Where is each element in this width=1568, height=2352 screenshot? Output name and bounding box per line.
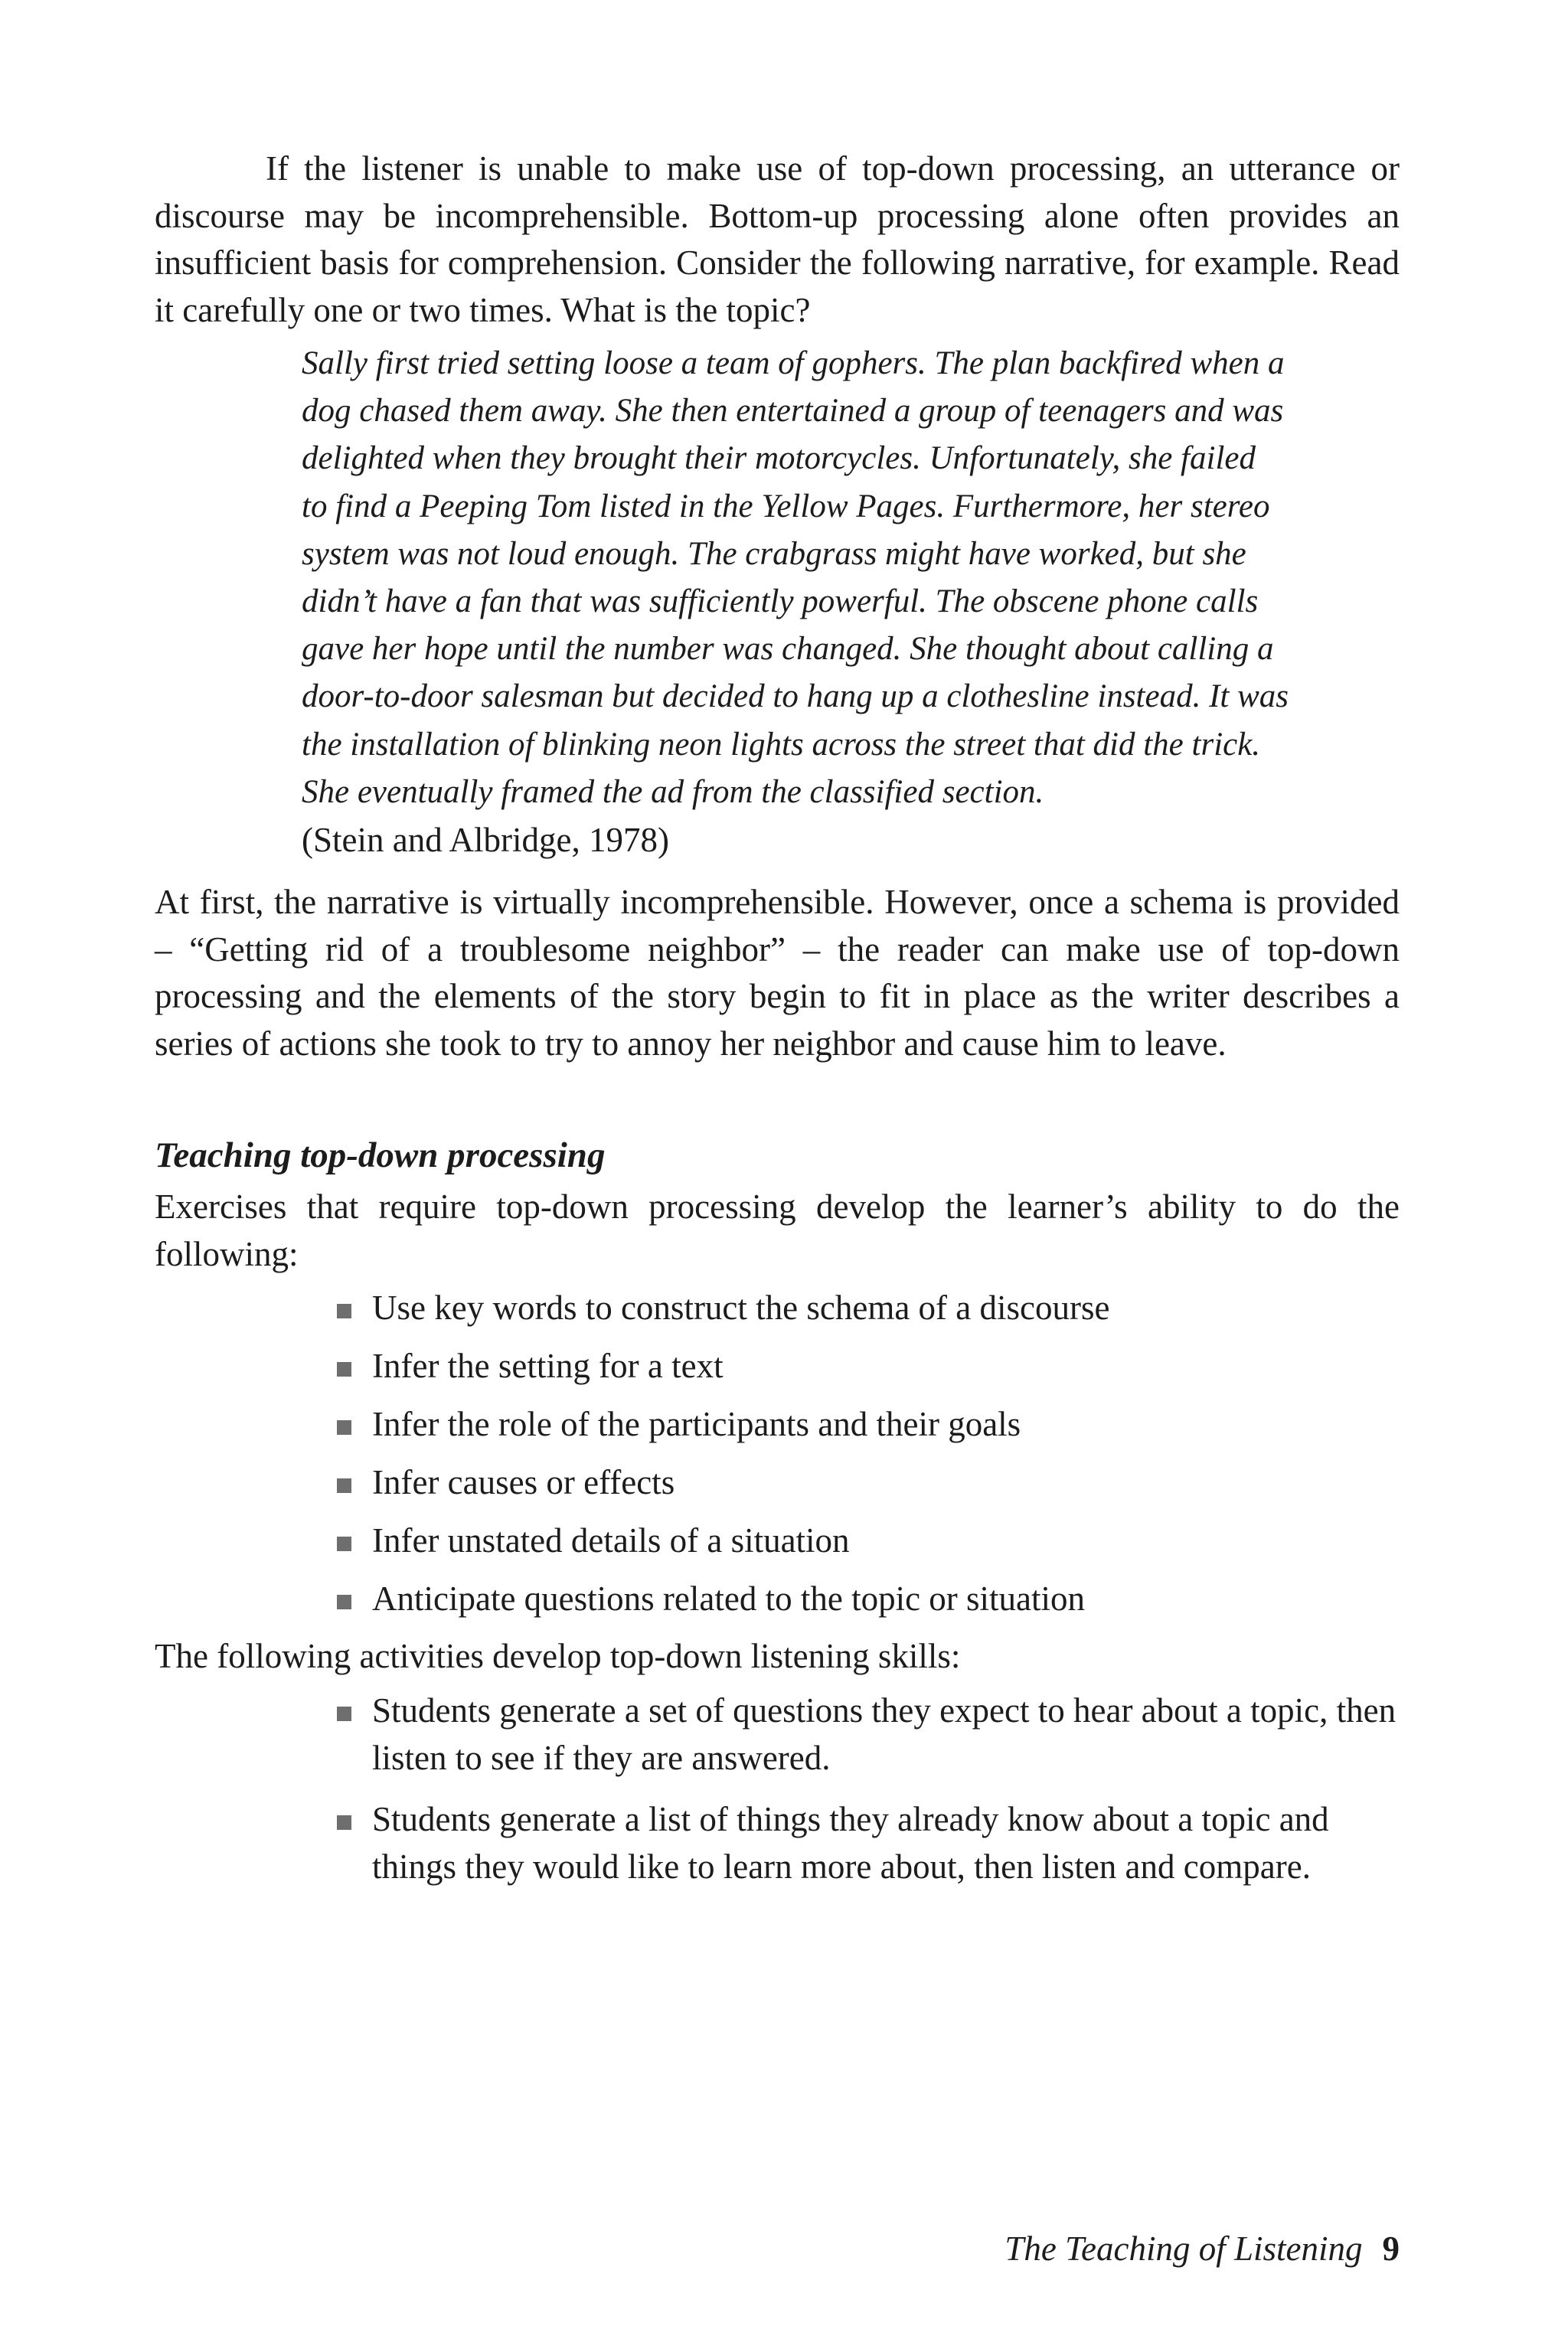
section-heading: Teaching top-down processing: [155, 1135, 606, 1176]
square-bullet-icon: [337, 1815, 351, 1830]
page-body: [155, 145, 1400, 1904]
list-item: [334, 1342, 1400, 1390]
list-item: [334, 1517, 1400, 1564]
square-bullet-icon: [337, 1362, 351, 1377]
list-item-text: Students generate a set of questions they expect to hear about a topic, then listen to see if they are answered.: [372, 1690, 1396, 1777]
list-item-text: Infer the role of the participants and their goals: [372, 1405, 1021, 1444]
activities-lead-paragraph: The following activities develop top-down listening skills:: [155, 1637, 961, 1676]
running-title: The Teaching of Listening: [1004, 2230, 1363, 2268]
list-item-text: Infer the setting for a text: [372, 1347, 724, 1386]
square-bullet-icon: [337, 1304, 351, 1318]
list-item-text: Students generate a list of things they already know about a topic and things they would like to learn more about, then listen and compare.: [372, 1799, 1329, 1886]
list-item: [334, 1795, 1400, 1890]
skills-list: [155, 1284, 1400, 1622]
skills-lead-paragraph: Exercises that require top-down processing develop the learner’s ability to do the following:: [155, 1187, 1400, 1273]
list-item: [334, 1687, 1400, 1782]
list-item-text: Infer unstated details of a situation: [372, 1521, 850, 1560]
square-bullet-icon: [337, 1478, 351, 1493]
list-item: [334, 1284, 1400, 1331]
list-item: [334, 1575, 1400, 1622]
square-bullet-icon: [337, 1595, 351, 1609]
explanation-paragraph: At first, the narrative is virtually incomprehensible. However, once a schema is provided – “Getting rid of a troublesome neighbor” – the reader can make use of top-down processing and the elements of the story begin to fit in place as the writer describes a series of actions she took to try to annoy her neighbor and cause him to leave.: [155, 883, 1400, 1063]
square-bullet-icon: [337, 1707, 351, 1721]
list-item-text: Infer causes or effects: [372, 1463, 675, 1502]
page-number: 9: [1382, 2230, 1400, 2268]
list-item: [334, 1400, 1400, 1448]
narrative-citation: (Stein and Albridge, 1978): [302, 821, 669, 860]
narrative-quote-text: Sally first tried setting loose a team of gophers. The plan backfired when a dog chased them away. She then entertained a group of teenagers and was delighted when they brought their motorcycles. Unfortunately, she failed to find a Peeping Tom listed in the Yellow Pages. Furthermore, her stereo system was not loud enough. The crabgrass might have worked, but she didn’t have a fan that was sufficiently powerful. The obscene phone calls gave her hope until the number was changed. She thought about calling a door-to-door salesman but decided to hang up a clothesline instead. It was the installation of blinking neon lights across the street that did the trick. She eventually framed the ad from the classified section.: [302, 345, 1289, 810]
intro-paragraph: If the listener is unable to make use of top-down processing, an utterance or discourse may be incomprehensible. Bottom-up processing alone often provides an insufficient basis for comprehension. Consider the following narrative, for example. Read it carefully one or two times. What is the topic?: [155, 149, 1400, 329]
square-bullet-icon: [337, 1420, 351, 1435]
narrative-quote: [302, 340, 1289, 864]
list-item: [334, 1459, 1400, 1506]
list-item-text: Use key words to construct the schema of a discourse: [372, 1289, 1110, 1328]
list-item-text: Anticipate questions related to the topic or situation: [372, 1579, 1086, 1619]
square-bullet-icon: [337, 1537, 351, 1551]
page-footer: [1004, 2225, 1400, 2272]
activities-list: [155, 1687, 1400, 1890]
